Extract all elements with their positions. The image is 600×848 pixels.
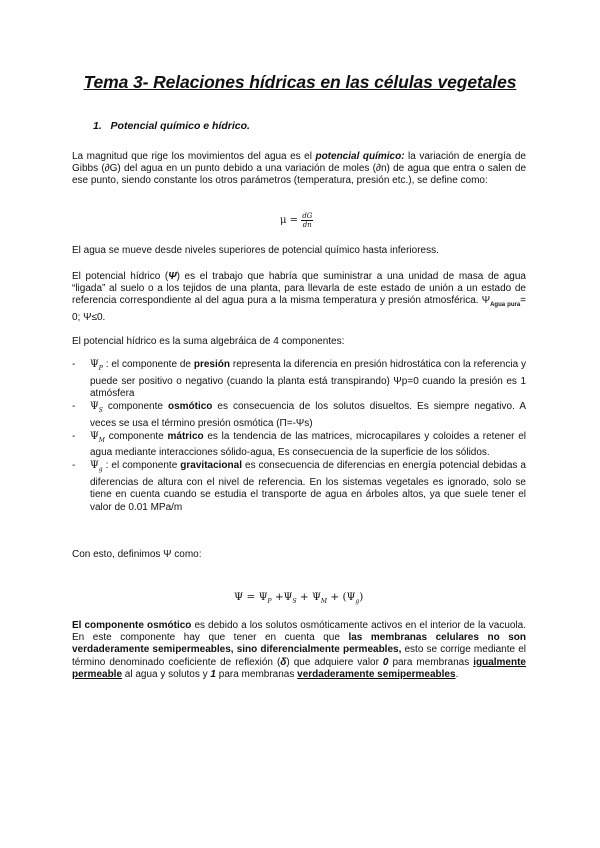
list-dash: - xyxy=(72,359,76,370)
paragraph-osmotic-component xyxy=(72,620,526,681)
paragraph-components-intro: El potencial hídrico es la suma algebráica de 4 componentes: xyxy=(72,336,345,347)
eq2-term-g xyxy=(347,592,360,603)
eq1-numerator: dG xyxy=(302,212,313,220)
item-term: gravitacional xyxy=(180,459,242,471)
symbol-subscript: P xyxy=(98,365,103,372)
section-heading xyxy=(93,120,250,132)
equation-chemical-potential xyxy=(280,212,313,229)
eq1-denominator: dn xyxy=(302,221,312,229)
paragraph-chemical-potential xyxy=(72,151,526,188)
section-number: 1. xyxy=(93,120,102,132)
symbol-psi: Ψ xyxy=(90,359,99,370)
p6-zero: 0 xyxy=(382,656,389,668)
p6-text-f: para membranas xyxy=(388,656,474,668)
item-text-pre: componente xyxy=(102,401,168,413)
p6-text-i: para membranas xyxy=(215,668,298,680)
eq2-term-m xyxy=(312,592,327,603)
equation-water-potential xyxy=(234,591,363,605)
components-list xyxy=(72,359,526,515)
eq2-plus: + xyxy=(271,591,284,603)
list-item-osmotic xyxy=(72,401,526,430)
page-title: Tema 3- Relaciones hídricas en las células vegetales xyxy=(83,72,517,92)
p6-delta: δ xyxy=(280,656,287,668)
p6-term: El componente osmótico xyxy=(72,620,192,631)
eq2-plus: + xyxy=(296,591,313,603)
eq1-lhs: μ = xyxy=(280,215,299,226)
eq2-close-paren: ) xyxy=(359,591,364,603)
list-dash: - xyxy=(72,459,76,471)
paragraph-water-movement: El agua se mueve desde niveles superiores de potencial químico hasta inferioress. xyxy=(72,245,439,256)
item-text-pre: : el componente de xyxy=(102,359,194,370)
item-text-post: es la tendencia de las matrices, microcapilares y coloides a retener el agua mediante interacciones sólido-agua, Es consecuencia de la superficie de los sólidos. xyxy=(90,430,526,459)
list-item-matric xyxy=(72,430,526,460)
list-item-gravitational xyxy=(72,459,526,515)
item-text-post: es consecuencia de los solutos disueltos. Es siempre negativo. A veces se usa el término presión osmótica (Π=-Ψs) xyxy=(90,401,526,429)
item-term: osmótico xyxy=(167,401,213,413)
p6-text-e: ) que adquiere valor xyxy=(286,656,383,668)
eq2-term-symbol: Ψ xyxy=(283,592,293,603)
symbol-subscript: S xyxy=(98,407,103,415)
eq2-term-symbol: Ψ xyxy=(312,592,321,603)
p1-text-a: La magnitud que rige los movimientos del agua es el xyxy=(72,151,316,162)
paragraph-water-potential xyxy=(72,271,526,324)
eq2-term-symbol: Ψ xyxy=(258,592,268,603)
symbol-psi: Ψ xyxy=(90,401,99,413)
eq2-term-s xyxy=(284,592,297,603)
p3-subscript: Agua pura xyxy=(490,302,521,309)
item-term: presión xyxy=(193,359,230,370)
p6-equally-permeable: igualmente permeable xyxy=(72,656,526,680)
p6-text-b: es debido a los solutos osmóticamente activos en el interior de la vacuola. En este componente hay que tener en cuenta que xyxy=(72,620,527,644)
list-dash: - xyxy=(72,401,76,413)
symbol-subscript: M xyxy=(98,436,105,444)
p3-text-c: = 0; Ψ≤0. xyxy=(72,295,526,323)
p6-one: 1 xyxy=(210,668,216,680)
item-text-pre: : el componente xyxy=(102,459,181,471)
p3-text-a: El potencial hídrico ( xyxy=(72,271,169,282)
eq2-equals: = xyxy=(243,591,259,603)
p1-term: potencial químico: xyxy=(315,151,405,162)
eq2-term-sub: P xyxy=(267,598,272,605)
eq2-term-sub: g xyxy=(355,598,360,605)
list-dash: - xyxy=(72,430,76,442)
p6-text-d: esto se corrige mediante el término denominado coeficiente de reflexión ( xyxy=(72,644,526,668)
eq2-plus: + ( xyxy=(327,591,347,603)
eq1-fraction xyxy=(301,212,313,229)
item-term: mátrico xyxy=(167,430,204,442)
p3-psi-symbol: Ψ xyxy=(168,271,177,282)
eq2-term-symbol: Ψ xyxy=(346,592,356,603)
paragraph-define-psi: Con esto, definimos Ψ como: xyxy=(72,549,202,560)
item-text-post: es consecuencia de diferencias en energía potencial debidas a diferencias de altura con el nivel de referencia. En los sistemas vegetales es ignorado, solo se tiene en cuenta cuando se estudia el transporte de agua en árboles altos, ya que suele tener el valor de 0.01 MPa/m xyxy=(90,459,526,514)
p6-text-h: al agua y solutos y xyxy=(122,668,211,680)
section-title: Potencial químico e hídrico. xyxy=(110,120,250,132)
eq2-term-sub: M xyxy=(320,598,327,605)
symbol-subscript: g xyxy=(98,465,103,473)
item-text-post: representa la diferencia en presión hidrostática con la referencia y puede ser positivo o negativo (cuando la planta está transpirando) Ψp=0 cuando la presión es 1 atmósfera xyxy=(90,359,526,400)
eq2-term-p xyxy=(259,592,272,603)
symbol-psi: Ψ xyxy=(90,459,99,471)
eq2-term-sub: S xyxy=(292,598,297,605)
psi-s-symbol xyxy=(90,401,103,415)
psi-m-symbol xyxy=(90,431,105,442)
p6-period: . xyxy=(455,668,459,680)
psi-g-symbol xyxy=(90,460,103,471)
item-text-pre: componente xyxy=(104,430,168,442)
eq2-psi: Ψ xyxy=(234,591,244,603)
p1-text-c: la variación de energía de Gibbs (∂G) del agua en un punto debido a una variación de moles (∂n) de agua que entra o salen de ese punto, siendo constante los otros parámetros (temperatura, presión etc.), se define como: xyxy=(72,151,526,187)
psi-p-symbol xyxy=(90,359,103,370)
p6-membranes: las membranas celulares no son verdaderamente semipermeables, sino diferencialmente permeables, xyxy=(72,632,527,656)
p3-text-b: ) es el trabajo que habría que suministrar a una unidad de masa de agua “ligada” al suelo o a los tejidos de una planta, para llevarla de este estado de unión a un estado de referencia correspondiente al del agua pura a la misma temperatura y presión atmosférica. Ψ xyxy=(72,271,526,307)
list-item-pressure xyxy=(72,359,526,401)
symbol-psi: Ψ xyxy=(90,430,99,442)
p6-truly-semipermeable: verdaderamente semipermeables xyxy=(297,668,456,680)
